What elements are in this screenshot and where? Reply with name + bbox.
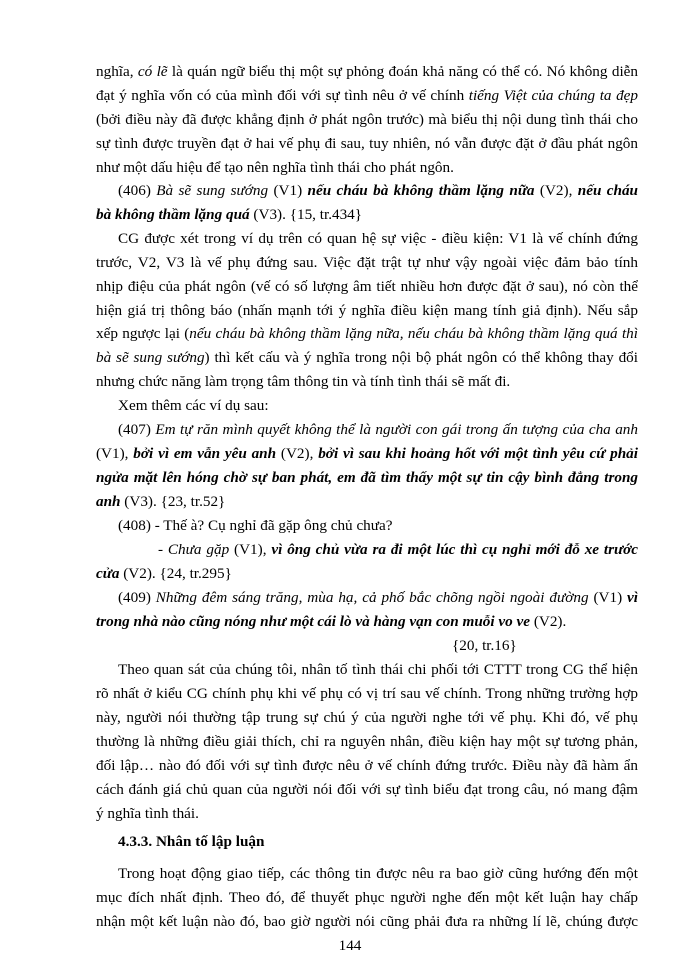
text-line: ý nghĩa tình thái. bbox=[96, 805, 199, 822]
text-line: nhận một kết luận nào đó, bao giờ người nói cũng phải đưa ra những lí lẽ, chúng được bbox=[96, 913, 638, 930]
text-line: mục đích nhất định. Theo đó, để thuyết phục người nghe đến một kết luận hay chấp bbox=[96, 889, 638, 906]
text-line: như một dấu hiệu để tạo nên nghĩa tình thái cho phát ngôn. bbox=[96, 159, 454, 176]
text-line: cách đánh giá chủ quan của người nói đối với sự tình biểu đạt trong câu, nó mang đậm bbox=[96, 781, 638, 798]
text-line: thường là những điều giải thích, chỉ ra nguyên nhân, điều kiện hay một sự tương phản, bbox=[96, 733, 638, 750]
example-408: (408) - Thế à? Cụ nghỉ đã gặp ông chủ chưa? bbox=[118, 517, 393, 534]
text-line: Theo quan sát của chúng tôi, nhân tố tình thái chi phối tới CTTT trong CG thể hiện bbox=[118, 661, 638, 678]
see-more-line: Xem thêm các ví dụ sau: bbox=[118, 397, 269, 414]
example-406-cont: bà không thầm lặng quá (V3). {15, tr.434} bbox=[96, 206, 363, 223]
text-line: hiện giá trị thông báo (nhấn mạnh tới ý nghĩa điều kiện mang tính giả định). Nếu sắp bbox=[96, 302, 638, 319]
text-line: Trong hoạt động giao tiếp, các thông tin được nêu ra bao giờ cũng hướng đến một bbox=[118, 865, 638, 882]
page-number: 144 bbox=[338, 937, 362, 954]
text-line: nhịp điệu của phát ngôn (vế có số lượng âm tiết nhiều hơn được đặt ở sau), nó còn thể bbox=[96, 278, 638, 295]
example-406: (406) Bà sẽ sung sướng (V1) nếu cháu bà không thầm lặng nữa (V2), nếu cháu bbox=[118, 182, 638, 199]
text-line: (bởi điều này đã được khẳng định ở phát ngôn trước) mà biểu thị nội dung tình thái cho bbox=[96, 111, 638, 128]
text-line: đối lập… nào đó đối với sự tình được nêu ở vế chính đứng trước. Điều này đã hàm ẩn bbox=[96, 757, 638, 774]
text-line: xếp ngược lại (nếu cháu bà không thầm lặng nữa, nếu cháu bà không thầm lặng quá thì bbox=[96, 325, 639, 342]
example-409-citation: {20, tr.16} bbox=[452, 637, 517, 654]
text-line: đạt ý nghĩa vốn có của mình đối với sự tình nêu ở vế chính tiếng Việt của chúng ta đẹp bbox=[96, 87, 639, 104]
text-line: rõ nhất ở kiểu CG chính phụ khi vế phụ có vị trí sau vế chính. Trong những trường hợp bbox=[96, 685, 638, 702]
section-heading: 4.3.3. Nhân tố lập luận bbox=[118, 833, 265, 850]
example-408-cont: cửa (V2). {24, tr.295} bbox=[96, 565, 232, 582]
example-407-cont: (V1), bởi vì em vẫn yêu anh (V2), bởi vì sau khi hoảng hốt với một tình yêu cứ phải bbox=[96, 445, 638, 462]
example-407: (407) Em tự răn mình quyết không thể là người con gái trong ấn tượng của cha anh bbox=[118, 421, 638, 438]
example-407-cont: ngửa mặt lên hóng chờ sự ban phát, em đã tìm thấy một sự tin cậy bình đẳng trong bbox=[96, 469, 638, 486]
text-line: nghĩa, có lẽ là quán ngữ biểu thị một sự phỏng đoán khả năng có thể có. Nó không diễn bbox=[96, 63, 638, 80]
example-408-reply: - Chưa gặp (V1), vì ông chủ vừa ra đi một lúc thì cụ nghỉ mới đỗ xe trước bbox=[158, 541, 639, 558]
example-409-cont: trong nhà nào cũng nóng như một cái lò và hàng vạn con muỗi vo ve (V2). bbox=[96, 613, 567, 630]
text-line: bà sẽ sung sướng) thì kết cấu và ý nghĩa trong nội bộ phát ngôn có thể không thay đổi bbox=[96, 349, 638, 366]
text-line: CG được xét trong ví dụ trên có quan hệ sự việc - điều kiện: V1 là vế chính đứng bbox=[118, 230, 638, 247]
text-line: sự tình được truyền đạt ở hai vế phụ đi sau, tuy nhiên, nó vẫn được đặt ở đầu phát ngôn bbox=[96, 135, 638, 152]
example-409: (409) Những đêm sáng trăng, mùa hạ, cả phố bắc chõng ngồi ngoài đường (V1) vì bbox=[118, 589, 638, 606]
example-407-cont: anh (V3). {23, tr.52} bbox=[96, 493, 226, 510]
text-line: nhưng chức năng làm trọng tâm thông tin và tính tình thái sẽ mất đi. bbox=[96, 373, 511, 390]
text-line: trước, V2, V3 là vế phụ đứng sau. Việc đặt trật tự như vậy ngoài việc đảm bảo tính bbox=[96, 254, 638, 271]
text-line: này, người nói thường tập trung sự chú ý của người nghe tới vế phụ. Khi đó, vế phụ bbox=[96, 709, 638, 726]
